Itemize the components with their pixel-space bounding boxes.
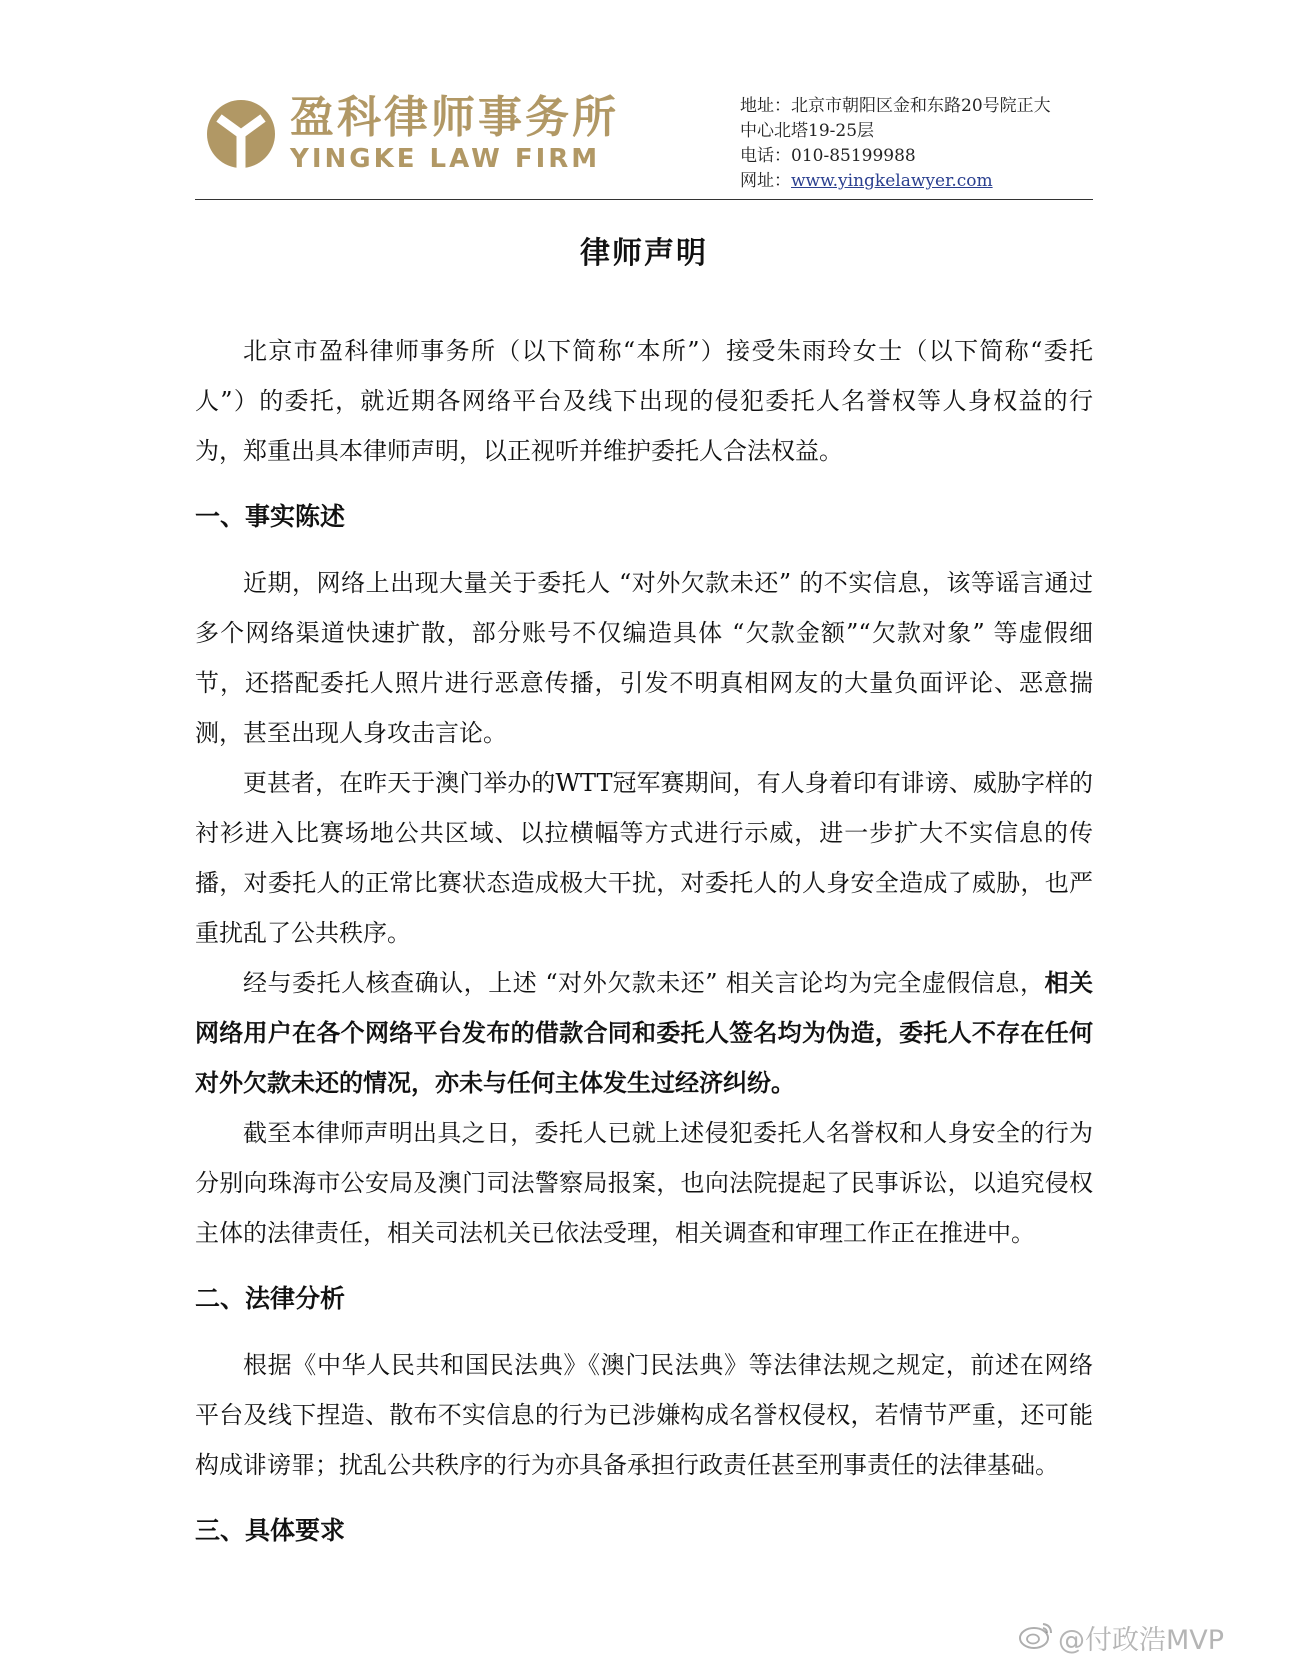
legal-paragraph-1: 根据《中华人民共和国民法典》《澳门民法典》等法律法规之规定，前述在网络平台及线下捏造、散布不实信息的行为已涉嫌构成名誉权侵权，若情节严重，还可能构成诽谤罪；扰乱公共秩序的行为亦具备承担行政责任甚至刑事责任的法律基础。 xyxy=(195,1351,1093,1479)
document-title: 律师声明 xyxy=(580,236,708,271)
contact-block xyxy=(740,94,1100,194)
address-line1: 北京市朝阳区金和东路20号院正大 xyxy=(791,96,1051,116)
facts-paragraph-1: 近期，网络上出现大量关于委托人 “对外欠款未还” 的不实信息，该等谣言通过多个网络渠道快速扩散，部分账号不仅编造具体 “欠款金额”“欠款对象” 等虚假细节，还搭配委托人照片进行恶意传播，引发不明真相网友的大量负面评论、恶意揣测，甚至出现人身攻击言论。 xyxy=(195,569,1093,747)
phone-row xyxy=(740,144,1100,169)
address-row xyxy=(740,94,1100,119)
weibo-icon xyxy=(1018,1620,1054,1650)
address-line2: 中心北塔19-25层 xyxy=(740,121,875,141)
firm-name-en: YINGKE LAW FIRM xyxy=(290,144,601,174)
intro-paragraph: 北京市盈科律师事务所（以下简称“本所”）接受朱雨玲女士（以下简称“委托人”）的委托，就近期各网络平台及线下出现的侵犯委托人名誉权等人身权益的行为，郑重出具本律师声明，以正视听并维护委托人合法权益。 xyxy=(195,337,1093,465)
website-link[interactable]: www.yingkelawyer.com xyxy=(791,171,993,191)
facts-paragraph-3-bold: 相关网络用户在各个网络平台发布的借款合同和委托人签名均为伪造，委托人不存在任何对外欠款未还的情况，亦未与任何主体发生过经济纠纷。 xyxy=(195,969,1094,1097)
phone-label: 电话： xyxy=(740,146,791,166)
watermark-text: @付政浩MVP xyxy=(1058,1625,1225,1656)
phone-number: 010-85199988 xyxy=(791,146,916,166)
website-label: 网址： xyxy=(740,171,791,191)
document-body xyxy=(195,326,1093,1556)
yingke-logo-icon xyxy=(205,98,277,170)
facts-paragraph-3 xyxy=(195,958,1093,1108)
address-label: 地址： xyxy=(740,96,791,116)
section-heading-legal: 二、法律分析 xyxy=(195,1284,346,1313)
firm-name-cn: 盈科律师事务所 xyxy=(290,92,619,143)
facts-paragraph-4: 截至本律师声明出具之日，委托人已就上述侵犯委托人名誉权和人身安全的行为分别向珠海市公安局及澳门司法警察局报案，也向法院提起了民事诉讼，以追究侵权主体的法律责任，相关司法机关已依法受理，相关调查和审理工作正在推进中。 xyxy=(195,1119,1093,1247)
facts-paragraph-3-normal: 经与委托人核查确认，上述 “对外欠款未还” 相关言论均为完全虚假信息， xyxy=(243,969,1045,997)
section-heading-facts: 一、事实陈述 xyxy=(195,502,346,531)
website-row xyxy=(740,169,1100,194)
header-divider xyxy=(195,199,1093,200)
section-heading-requests: 三、具体要求 xyxy=(195,1516,346,1545)
facts-paragraph-2: 更甚者，在昨天于澳门举办的WTT冠军赛期间，有人身着印有诽谤、威胁字样的衬衫进入比赛场地公共区域、以拉横幅等方式进行示威，进一步扩大不实信息的传播，对委托人的正常比赛状态造成极大干扰，对委托人的人身安全造成了威胁，也严重扰乱了公共秩序。 xyxy=(195,769,1093,947)
